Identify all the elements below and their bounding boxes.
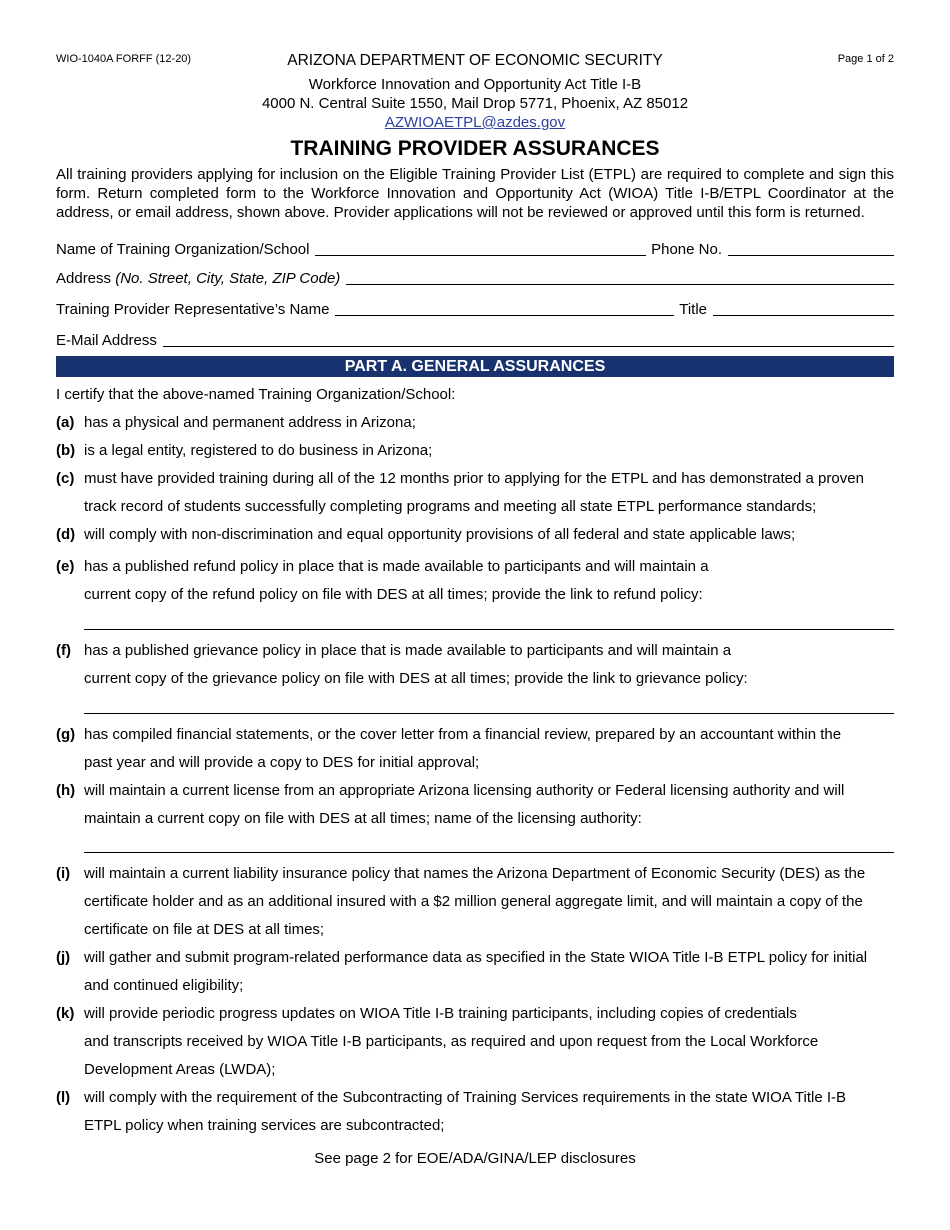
item-letter: (e) (56, 558, 75, 575)
email-field[interactable] (163, 333, 894, 347)
assurance-i (56, 860, 894, 944)
program-name: Workforce Innovation and Opportunity Act Title I-B (308, 76, 642, 93)
item-line: is a legal entity, registered to do business in Arizona; (84, 442, 433, 459)
address-field[interactable] (346, 271, 894, 285)
assurance-g (56, 721, 894, 777)
title-field[interactable] (713, 302, 894, 316)
item-line: will comply with the requirement of the Subcontracting of Training Services requirements in the state WIOA Title I-B (84, 1089, 847, 1106)
licensing-authority-field[interactable] (84, 852, 894, 853)
page-title: TRAINING PROVIDER ASSURANCES (290, 137, 660, 160)
item-line: certificate holder and as an additional insured with a $2 million general aggregate limit, and will maintain a copy of the (84, 893, 863, 910)
assurance-b (56, 437, 894, 465)
assurance-k (56, 1000, 894, 1084)
page-number: Page 1 of 2 (837, 53, 894, 65)
org-phone-row (56, 238, 894, 258)
item-line: will maintain a current license from an appropriate Arizona licensing authority or Federal licensing authority and will (84, 782, 845, 799)
intro-paragraph: All training providers applying for inclusion on the Eligible Training Provider List (ETPL) are required to complete and sign this form. Return completed form to the Workforce Innovation and Opportunity Act (WIOA) Title I-B/ETPL Coordinator at the address, or email address, shown above. Provider applications will not be reviewed or approved until this form is returned. (56, 166, 894, 221)
rep-name-field[interactable] (335, 302, 674, 316)
email-label: E-Mail Address (56, 332, 157, 349)
assurance-h (56, 777, 894, 833)
item-line: and transcripts received by WIOA Title I-B participants, as required and upon request from the Local Workforce (84, 1033, 819, 1050)
address-label (56, 270, 340, 287)
coordinator-email-link[interactable]: AZWIOAETPL@azdes.gov (384, 114, 566, 131)
assurance-e (56, 553, 894, 609)
item-line: Development Areas (LWDA); (84, 1061, 276, 1078)
item-letter: (i) (56, 865, 71, 882)
address-label-text: Address (56, 270, 112, 287)
part-a-heading: PART A. GENERAL ASSURANCES (56, 356, 894, 377)
item-letter: (b) (56, 442, 76, 459)
item-line: maintain a current copy on file with DES at all times; name of the licensing authority: (84, 810, 642, 827)
assurance-l (56, 1084, 894, 1140)
form-id: WIO-1040A FORFF (12-20) (56, 53, 192, 65)
item-line: has compiled financial statements, or the cover letter from a financial review, prepared by an accountant within the (84, 726, 842, 743)
department-address: 4000 N. Central Suite 1550, Mail Drop 5771, Phoenix, AZ 85012 (261, 95, 689, 112)
page-footer-note: See page 2 for EOE/ADA/GINA/LEP disclosures (314, 1150, 636, 1167)
item-letter: (l) (56, 1089, 71, 1106)
phone-field[interactable] (728, 242, 894, 256)
item-letter: (d) (56, 526, 76, 543)
assurance-a (56, 409, 894, 437)
item-line: has a published refund policy in place that is made available to participants and will maintain a (84, 558, 709, 575)
item-line: current copy of the refund policy on file with DES at all times; provide the link to refund policy: (84, 586, 703, 603)
item-line: track record of students successfully completing programs and meeting all state ETPL performance standards; (84, 498, 817, 515)
assurance-j (56, 944, 894, 1000)
item-letter: (c) (56, 470, 75, 487)
org-name-label: Name of Training Organization/School (56, 241, 310, 258)
org-name-field[interactable] (315, 242, 646, 256)
certify-statement: I certify that the above-named Training Organization/School: (56, 386, 456, 403)
grievance-policy-link-field[interactable] (84, 713, 894, 714)
item-line: has a physical and permanent address in Arizona; (84, 414, 416, 431)
department-name: ARIZONA DEPARTMENT OF ECONOMIC SECURITY (287, 52, 663, 69)
item-letter: (j) (56, 949, 71, 966)
item-line: will provide periodic progress updates on WIOA Title I-B training participants, including copies of credentials (84, 1005, 797, 1022)
rep-name-label: Training Provider Representative’s Name (56, 301, 330, 318)
item-letter: (g) (56, 726, 76, 743)
item-line: must have provided training during all of the 12 months prior to applying for the ETPL and has demonstrated a proven (84, 470, 864, 487)
item-letter: (f) (56, 642, 71, 659)
item-line: has a published grievance policy in place that is made available to participants and will maintain a (84, 642, 732, 659)
title-label: Title (679, 301, 707, 318)
item-line: will maintain a current liability insurance policy that names the Arizona Department of Economic Security (DES) as the (84, 865, 866, 882)
assurance-f (56, 637, 894, 693)
rep-title-row (56, 298, 894, 318)
item-letter: (h) (56, 782, 76, 799)
item-line: and continued eligibility; (84, 977, 244, 994)
assurance-d (56, 521, 894, 549)
item-letter: (k) (56, 1005, 75, 1022)
item-line: current copy of the grievance policy on file with DES at all times; provide the link to grievance policy: (84, 670, 748, 687)
address-row (56, 267, 894, 287)
item-line: will gather and submit program-related performance data as specified in the State WIOA Title I-B ETPL policy for initial (84, 949, 868, 966)
phone-label: Phone No. (651, 241, 722, 258)
item-line: certificate on file at DES at all times; (84, 921, 325, 938)
item-line: past year and will provide a copy to DES for initial approval; (84, 754, 480, 771)
email-line (0, 114, 950, 131)
refund-policy-link-field[interactable] (84, 629, 894, 630)
item-line: will comply with non-discrimination and equal opportunity provisions of all federal and state applicable laws; (84, 526, 796, 543)
item-letter: (a) (56, 414, 75, 431)
item-line: ETPL policy when training services are subcontracted; (84, 1117, 445, 1134)
email-row (56, 329, 894, 349)
address-hint: (No. Street, City, State, ZIP Code) (115, 270, 341, 287)
assurance-c (56, 465, 894, 521)
